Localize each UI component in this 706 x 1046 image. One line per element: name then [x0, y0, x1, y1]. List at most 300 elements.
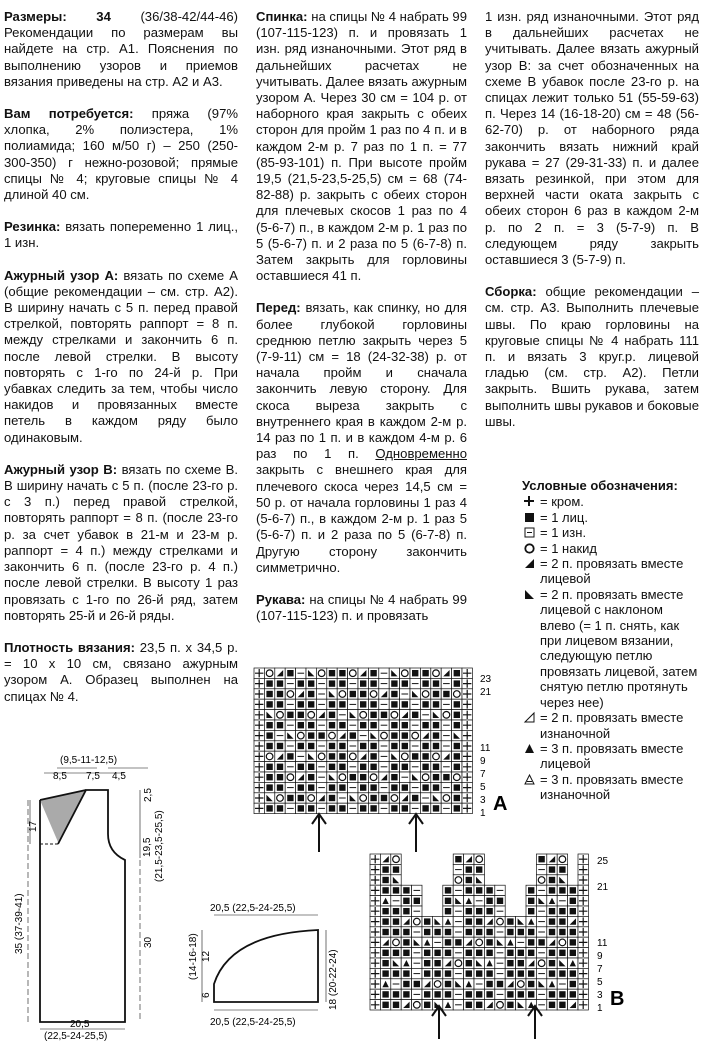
chart-cell-symbol	[370, 701, 376, 707]
body-schematic	[0, 752, 200, 1046]
chart-cell-symbol	[350, 691, 356, 697]
chart-cell-symbol	[370, 795, 376, 801]
assembly-paragraph	[485, 284, 699, 430]
chart-cell-symbol	[382, 960, 388, 966]
chart-cell-symbol	[445, 939, 451, 945]
legend-item	[522, 587, 700, 710]
chart-cell-symbol	[266, 774, 272, 780]
chart-cell-symbol	[266, 732, 272, 738]
assembly-label: Сборка:	[485, 284, 537, 300]
chart-cell-symbol	[298, 680, 304, 686]
materials-text: пряжа (97% хлопка, 2% полиэстера, 1% полиамида; 160 м/50 г) – 250 (250-300-350) г нежно-розовой; прямые спицы № 4; круговые спицы № 4 длиной 40 см.	[4, 106, 238, 203]
legend-item	[522, 741, 700, 772]
sleeve-top-width-label: 20,5 (22,5-24-25,5)	[210, 903, 296, 914]
legend-title: Условные обозначения:	[522, 478, 678, 493]
chart-cell-symbol	[528, 898, 534, 904]
chart-cell-symbol	[402, 784, 408, 790]
chart-cell-symbol	[466, 908, 472, 914]
chart-cell-symbol	[433, 732, 439, 738]
chart-cell-symbol	[339, 680, 345, 686]
chart-cell-symbol	[507, 970, 513, 976]
chart-cell-symbol	[445, 898, 451, 904]
chart-cell	[401, 916, 411, 926]
chart-cell-symbol	[570, 991, 576, 997]
chart-cell-symbol	[298, 701, 304, 707]
chart-cell-symbol	[391, 774, 397, 780]
front-paragraph	[256, 300, 467, 575]
chart-cell-symbol	[476, 1002, 482, 1008]
chart-cell-symbol	[476, 991, 482, 997]
chart-cell-symbol	[308, 784, 314, 790]
lace-a-text: вязать по схеме А (общие рекомендации – см. стр. А2). В ширину начать с 5 п. перед правой стрелкой, повторять раппорт = 8 п. между стрелками и закончить 6 п. после левой стрелки. В высоту повторять с 1-го по 24-й р. При убавках следить за тем, чтобы число накидов и провязанных вместе петель в каждом ряду было одинаковым.	[4, 267, 238, 445]
chart-cell-symbol	[454, 784, 460, 790]
chart-cell-symbol	[549, 908, 555, 914]
chart-cell-symbol	[422, 753, 428, 759]
chart-cell-symbol	[433, 774, 439, 780]
chart-cell-symbol	[454, 764, 460, 770]
chart-cell	[410, 689, 420, 699]
chart-cell-symbol	[433, 743, 439, 749]
legend-item-text: = 2 п. провязать вместе изнаночной	[540, 710, 684, 741]
chart-cell-symbol	[403, 929, 409, 935]
chart-cell-symbol	[422, 743, 428, 749]
front-text-1: вязать, как спинку, но для более глубокой горловины среднюю петлю закрыть через 5 (7-9-11) см = 18 (24-32-38) р. от начала пройм и сначала закончить левую сторону. Для скоса выреза закрыть с внутреннего края в каждом 2-м р. 14 раз по 1 п. и в каждом 4-м р. 6 раз по 1 п.	[256, 300, 467, 462]
assembly-text: общие рекомендации – см. стр. А3. Выполнить плечевые швы. По краю горловины на круговые спицы № 4 набрать 111 п. и вязать 3 круг.р. лицевой гладью (см. стр. А2). Петли закрыть. Вшить рукава, затем выполнить швы рукавов и боковые швы.	[485, 284, 699, 429]
chart-cell-symbol	[476, 918, 482, 924]
chart-cell-symbol	[393, 991, 399, 997]
chart-cell	[557, 875, 567, 885]
lace-a-label: Ажурный узор А:	[4, 267, 119, 283]
neck-left-label: 8,5	[53, 771, 67, 782]
chart-cell-symbol	[403, 908, 409, 914]
chart-cell-symbol	[412, 712, 418, 718]
chart-cell-symbol	[277, 680, 283, 686]
chart-cell	[484, 916, 494, 926]
outline-triangle-icon	[522, 772, 540, 786]
rib-paragraph	[4, 219, 238, 251]
chart-cell-symbol	[403, 981, 409, 987]
chart-cell-symbol	[350, 732, 356, 738]
chart-cell-symbol	[339, 764, 345, 770]
chart-cell-symbol	[445, 929, 451, 935]
neck-right-label: 4,5	[112, 771, 126, 782]
chart-cell-symbol	[476, 908, 482, 914]
back-label: Спинка:	[256, 9, 308, 24]
chart-cell-symbol	[476, 929, 482, 935]
chart-cell-symbol	[329, 670, 335, 676]
sleeve-text: на спицы № 4 набрать 99 (107-115-123) п. и провязать	[256, 591, 467, 624]
chart-cell-symbol	[382, 970, 388, 976]
lace-b-paragraph	[4, 462, 238, 624]
chart-cell-symbol	[559, 887, 565, 893]
chart-cell-symbol	[308, 701, 314, 707]
chart-cell-symbol	[476, 887, 482, 893]
neck-mid-label: 7,5	[86, 771, 100, 782]
lace-b-label: Ажурный узор В:	[4, 461, 118, 477]
chart-cell-symbol	[339, 701, 345, 707]
chart-cell-symbol	[414, 898, 420, 904]
chart-cell-symbol	[287, 712, 293, 718]
lace-b-text: вязать по схеме В. В ширину начать с 5 п. (после 23-го р. с 3 п.) перед правой стрелкой, повторять раппорт = 8 п. (после 23-го р. за счет убавок в 21-м и 23-м р. раппорт = 4 п.) между стрелками и закончить 6 п. (после 23-го р. 4 п.) после левой стрелки. В высоту 1 раз провязать с 1-го по 26-й ряд, затем повторять 25-й и 26-й ряды.	[4, 461, 238, 623]
chart-cell-symbol	[549, 991, 555, 997]
legend-item	[522, 772, 700, 803]
chart-cell-symbol	[360, 680, 366, 686]
chart-cell-symbol	[454, 722, 460, 728]
chart-cell-symbol	[391, 743, 397, 749]
armhole-label: 19,5	[142, 837, 153, 857]
chart-b-row-11: 11	[597, 938, 608, 949]
chart-cell-symbol	[424, 950, 430, 956]
chart-cell-symbol	[559, 950, 565, 956]
legend-item-text: = кром.	[540, 494, 584, 510]
chart-cell	[474, 875, 484, 885]
chart-cell-symbol	[570, 950, 576, 956]
chart-cell-symbol	[466, 866, 472, 872]
chart-cell-symbol	[528, 981, 534, 987]
chart-cell-symbol	[486, 991, 492, 997]
chart-cell-symbol	[308, 774, 314, 780]
chart-a-arrow-right	[312, 814, 326, 852]
chart-cell-symbol	[391, 691, 397, 697]
chart-cell-symbol	[287, 670, 293, 676]
chart-cell-symbol	[382, 929, 388, 935]
legend-item-text: = 1 лиц.	[540, 509, 588, 525]
chart-cell-symbol	[298, 743, 304, 749]
chart-cell-symbol	[466, 991, 472, 997]
chart-cell-symbol	[298, 805, 304, 811]
chart-cell-symbol	[391, 764, 397, 770]
chart-cell-symbol	[370, 753, 376, 759]
chart-cell-symbol	[370, 764, 376, 770]
chart-b-row-25: 25	[597, 856, 609, 867]
chart-cell-symbol	[381, 712, 387, 718]
sizes-paragraph	[4, 9, 238, 90]
chart-cell-symbol	[518, 960, 524, 966]
chart-cell-symbol	[403, 898, 409, 904]
chart-cell-symbol	[382, 1002, 388, 1008]
total-height-label: 35 (37-39-41)	[14, 893, 25, 954]
filled-triangle-icon	[522, 741, 540, 755]
chart-b-arrow-right	[432, 1006, 446, 1039]
chart-cell	[380, 854, 390, 864]
chart-cell-symbol	[434, 960, 440, 966]
back-paragraph	[256, 9, 467, 284]
chart-cell	[453, 979, 463, 989]
chart-b	[362, 848, 652, 1044]
chart-cell	[316, 793, 326, 803]
chart-b-row-9: 9	[597, 951, 603, 962]
chart-cell-symbol	[350, 774, 356, 780]
chart-cell-symbol	[466, 950, 472, 956]
chart-cell-symbol	[308, 680, 314, 686]
chart-cell-symbol	[287, 753, 293, 759]
chart-cell-symbol	[507, 1002, 513, 1008]
chart-cell-symbol	[382, 877, 388, 883]
chart-cell-symbol	[570, 929, 576, 935]
chart-cell-symbol	[528, 970, 534, 976]
column-1	[4, 9, 238, 721]
chart-cell-symbol	[559, 1002, 565, 1008]
sleeve-outline	[214, 930, 318, 1002]
chart-cell-symbol	[391, 701, 397, 707]
chart-cell	[285, 730, 295, 740]
legend-item	[522, 541, 700, 556]
legend-item	[522, 710, 700, 741]
outline-right-triangle-icon	[522, 710, 540, 724]
chart-cell-symbol	[433, 691, 439, 697]
chart-cell	[505, 979, 515, 989]
chart-cell-symbol	[391, 680, 397, 686]
chart-cell-symbol	[287, 795, 293, 801]
chart-cell-symbol	[476, 970, 482, 976]
chart-cell	[453, 896, 463, 906]
chart-cell-symbol	[570, 908, 576, 914]
chart-cell-symbol	[454, 680, 460, 686]
chart-cell-symbol	[277, 784, 283, 790]
chart-cell-symbol	[528, 950, 534, 956]
chart-cell-symbol	[266, 722, 272, 728]
chart-cell-symbol	[507, 960, 513, 966]
chart-cell-symbol	[308, 691, 314, 697]
chart-cell-symbol	[339, 805, 345, 811]
chart-cell-symbol	[549, 1002, 555, 1008]
chart-cell-symbol	[549, 960, 555, 966]
chart-cell-symbol	[433, 764, 439, 770]
chart-cell-symbol	[434, 991, 440, 997]
chart-cell-symbol	[466, 918, 472, 924]
rib-text: вязать попеременно 1 лиц., 1 изн.	[4, 219, 238, 251]
chart-cell-symbol	[393, 970, 399, 976]
chart-b-row-7: 7	[597, 964, 603, 975]
chart-cell-symbol	[298, 764, 304, 770]
legend-item-text: = 2 п. провязать вместе лицевой	[540, 556, 684, 587]
chart-a-svg	[250, 662, 520, 862]
chart-cell-symbol	[412, 753, 418, 759]
chart-cell-symbol	[402, 743, 408, 749]
sleeve-schematic	[178, 900, 358, 1044]
chart-cell-symbol	[466, 887, 472, 893]
legend	[522, 478, 700, 803]
chart-cell-symbol	[391, 722, 397, 728]
chart-cell-symbol	[538, 856, 544, 862]
chart-cell-symbol	[266, 764, 272, 770]
chart-b-svg	[362, 848, 652, 1040]
chart-cell	[410, 772, 420, 782]
chart-b-arrow-left	[528, 1006, 542, 1039]
chart-cell-symbol	[266, 701, 272, 707]
chart-cell-symbol	[466, 970, 472, 976]
chart-a-row-21: 21	[480, 687, 492, 698]
chart-cell-symbol	[434, 970, 440, 976]
chart-cell-symbol	[339, 670, 345, 676]
chart-cell-symbol	[414, 981, 420, 987]
chart-cell-symbol	[391, 784, 397, 790]
chart-cell-symbol	[403, 950, 409, 956]
chart-cell	[400, 710, 410, 720]
chart-cell-symbol	[486, 970, 492, 976]
chart-cell-symbol	[445, 981, 451, 987]
materials-paragraph	[4, 106, 238, 203]
chart-cell-symbol	[339, 753, 345, 759]
column-3	[485, 9, 699, 446]
chart-cell-symbol	[370, 722, 376, 728]
bottom-sizes-label: (22,5-24-25,5)	[44, 1031, 108, 1042]
chart-cell-symbol	[403, 887, 409, 893]
chart-cell-symbol	[266, 743, 272, 749]
chart-cell-symbol	[277, 701, 283, 707]
chart-cell	[484, 1000, 494, 1010]
right-triangle-icon	[522, 556, 540, 570]
body-schematic-svg	[0, 752, 200, 1042]
chart-cell-symbol	[434, 950, 440, 956]
chart-cell-symbol	[370, 712, 376, 718]
legend-item	[522, 525, 700, 540]
chart-cell-symbol	[433, 701, 439, 707]
chart-cell-symbol	[339, 743, 345, 749]
chart-cell-symbol	[570, 898, 576, 904]
legend-item	[522, 556, 700, 587]
chart-cell-symbol	[402, 732, 408, 738]
chart-cell-symbol	[360, 784, 366, 790]
sleeve-cuff-label: 6	[201, 992, 212, 998]
chart-cell-symbol	[318, 732, 324, 738]
chart-cell-symbol	[370, 805, 376, 811]
sizes-text: (36/38-42/44-46) Рекомендации по размерам вы найдете на стр. А1. Пояснения по выполнению узоров и приемов вязания приведены на стр. А2 и А3.	[4, 9, 238, 89]
chart-cell-symbol	[391, 805, 397, 811]
chart-cell-symbol	[559, 908, 565, 914]
chart-cell-symbol	[370, 784, 376, 790]
chart-cell-symbol	[277, 805, 283, 811]
chart-cell-symbol	[382, 866, 388, 872]
side-height-label: 30	[143, 936, 154, 948]
chart-b-row-1: 1	[597, 1003, 603, 1014]
chart-a-row-7: 7	[480, 769, 486, 780]
chart-cell-symbol	[424, 1002, 430, 1008]
chart-cell	[316, 710, 326, 720]
chart-cell-symbol	[454, 712, 460, 718]
chart-a-grid	[254, 668, 472, 814]
chart-cell-symbol	[298, 784, 304, 790]
sleeve-continued-text: 1 изн. ряд изнаночными. Этот ряд в дальнейших расчетах не учитывать. Далее вязать ажурный узор В: за счет обозначенных на схеме В убавок после 23-го р. на спицах лежит только 51 (55-59-63) п. Через 14 (16-18-20) см = 48 (56-62-70) р. от наборного ряда закончить вязать нижний край рукава = 27 (29-31-33) п. и далее вязать резинкой, при этом для верхней части оката закрыть с обеих сторон 6 раз в каждом 2-м р. по 2 п. = 3 (5-7-9) п. В следующем ряду закрыть оставшиеся 3 (5-7-9) п.	[485, 9, 699, 268]
chart-cell-symbol	[454, 701, 460, 707]
chart-cell-symbol	[507, 929, 513, 935]
chart-cell-symbol	[277, 691, 283, 697]
chart-cell-symbol	[486, 898, 492, 904]
chart-cell-symbol	[486, 908, 492, 914]
chart-cell-symbol	[455, 856, 461, 862]
chart-cell-symbol	[382, 887, 388, 893]
chart-cell-symbol	[422, 764, 428, 770]
chart-cell-symbol	[518, 950, 524, 956]
chart-cell-symbol	[329, 722, 335, 728]
top-width-label: (9,5-11-12,5)	[60, 755, 118, 766]
sleeve-right-height-label: 18 (20-22-24)	[328, 949, 339, 1010]
chart-cell-symbol	[277, 764, 283, 770]
chart-cell-symbol	[518, 991, 524, 997]
chart-cell-symbol	[403, 970, 409, 976]
chart-cell-symbol	[422, 805, 428, 811]
front-label: Перед:	[256, 300, 301, 316]
legend-item-text: = 1 накид	[540, 540, 597, 556]
circle-icon	[522, 541, 540, 555]
density-label: Плотность вязания:	[4, 639, 135, 655]
chart-cell-symbol	[454, 805, 460, 811]
chart-cell-symbol	[308, 764, 314, 770]
sleeve-cap-label: 12	[201, 950, 212, 962]
armhole-sizes-label: (21,5-23,5-25,5)	[154, 810, 165, 882]
chart-cell-symbol	[422, 670, 428, 676]
column-2	[256, 9, 467, 640]
lace-a-paragraph	[4, 268, 238, 446]
chart-cell-symbol	[549, 887, 555, 893]
chart-cell-symbol	[370, 743, 376, 749]
chart-cell-symbol	[528, 887, 534, 893]
chart-cell-symbol	[549, 950, 555, 956]
chart-cell-symbol	[402, 805, 408, 811]
chart-cell	[296, 689, 306, 699]
back-text: на спицы № 4 набрать 99 (107-115-123) п. и провязать 1 изн. ряд изнаночными. Этот ряд в дальнейших расчетах не учитывать. Далее вязать ажурным узором А. Через 30 см = 104 р. от наборного края закрыть с обеих сторон для пройм 1 раз по 4 п. и в каждом 2-м р. 7 раз по 1 п. = 77 (85-93-101) п. При высоте пройм 19,5 (21,5-23,5-25,5) см = 68 (74-82-88) р. закрыть с обеих сторон для плечевых скосов 1 раз по 4 (5-6-7) п., в каждом 2-м р. 1 раз по 5 (5-6-7) п. и 2 раза по 5 (6-7-8) п. Затем закрыть для горловины оставшиеся 41 п.	[256, 9, 467, 284]
chart-cell	[400, 793, 410, 803]
chart-cell-symbol	[266, 680, 272, 686]
chart-a	[250, 662, 520, 866]
chart-cell-symbol	[402, 701, 408, 707]
front-simultaneously: Одновременно	[375, 446, 467, 462]
legend-item-text: = 1 изн.	[540, 525, 587, 541]
chart-cell-symbol	[466, 929, 472, 935]
filled-square-icon	[522, 510, 540, 524]
chart-cell-symbol	[277, 743, 283, 749]
chart-cell-symbol	[486, 950, 492, 956]
chart-cell-symbol	[412, 795, 418, 801]
chart-cell-symbol	[298, 722, 304, 728]
chart-cell-symbol	[329, 712, 335, 718]
chart-cell-symbol	[486, 887, 492, 893]
chart-b-label: B	[610, 988, 625, 1010]
neck-depth-label: 17	[28, 820, 39, 832]
rib-label: Резинка:	[4, 219, 61, 235]
chart-cell-symbol	[360, 805, 366, 811]
chart-cell-symbol	[559, 929, 565, 935]
chart-cell-symbol	[329, 764, 335, 770]
chart-cell-symbol	[486, 939, 492, 945]
chart-cell-symbol	[329, 743, 335, 749]
chart-cell-symbol	[570, 970, 576, 976]
chart-cell-symbol	[402, 680, 408, 686]
chart-cell-symbol	[412, 670, 418, 676]
chart-cell-symbol	[570, 887, 576, 893]
chart-cell-symbol	[433, 680, 439, 686]
legend-item-text: = 3 п. провязать вместе изнаночной	[540, 771, 684, 803]
chart-cell-symbol	[445, 887, 451, 893]
chart-a-row-1: 1	[480, 808, 486, 819]
front-text-2: закрыть с внешнего края для плечевого скоса через 14,5 см = 50 р. от начала горловины 1 раз 4 (5-6-7) п., в каждом 2-м р. 1 раз 5 (5-6-7) п. и 2 раза по 5 (6-7-8) п. Другую сторону закончить симметрично.	[256, 462, 467, 575]
purl-square-icon	[522, 525, 540, 539]
chart-cell-symbol	[402, 722, 408, 728]
chart-cell-symbol	[486, 929, 492, 935]
chart-cell	[420, 730, 430, 740]
chart-a-row-9: 9	[480, 756, 486, 767]
chart-cell	[431, 710, 441, 720]
chart-cell-symbol	[382, 908, 388, 914]
chart-cell-symbol	[507, 918, 513, 924]
chart-cell	[452, 730, 462, 740]
chart-cell-symbol	[329, 701, 335, 707]
chart-cell-symbol	[424, 918, 430, 924]
chart-cell-symbol	[329, 795, 335, 801]
legend-item-text: = 3 п. провязать вместе лицевой	[540, 740, 684, 772]
chart-cell-symbol	[497, 898, 503, 904]
bottom-width-label: 20,5	[70, 1019, 90, 1030]
